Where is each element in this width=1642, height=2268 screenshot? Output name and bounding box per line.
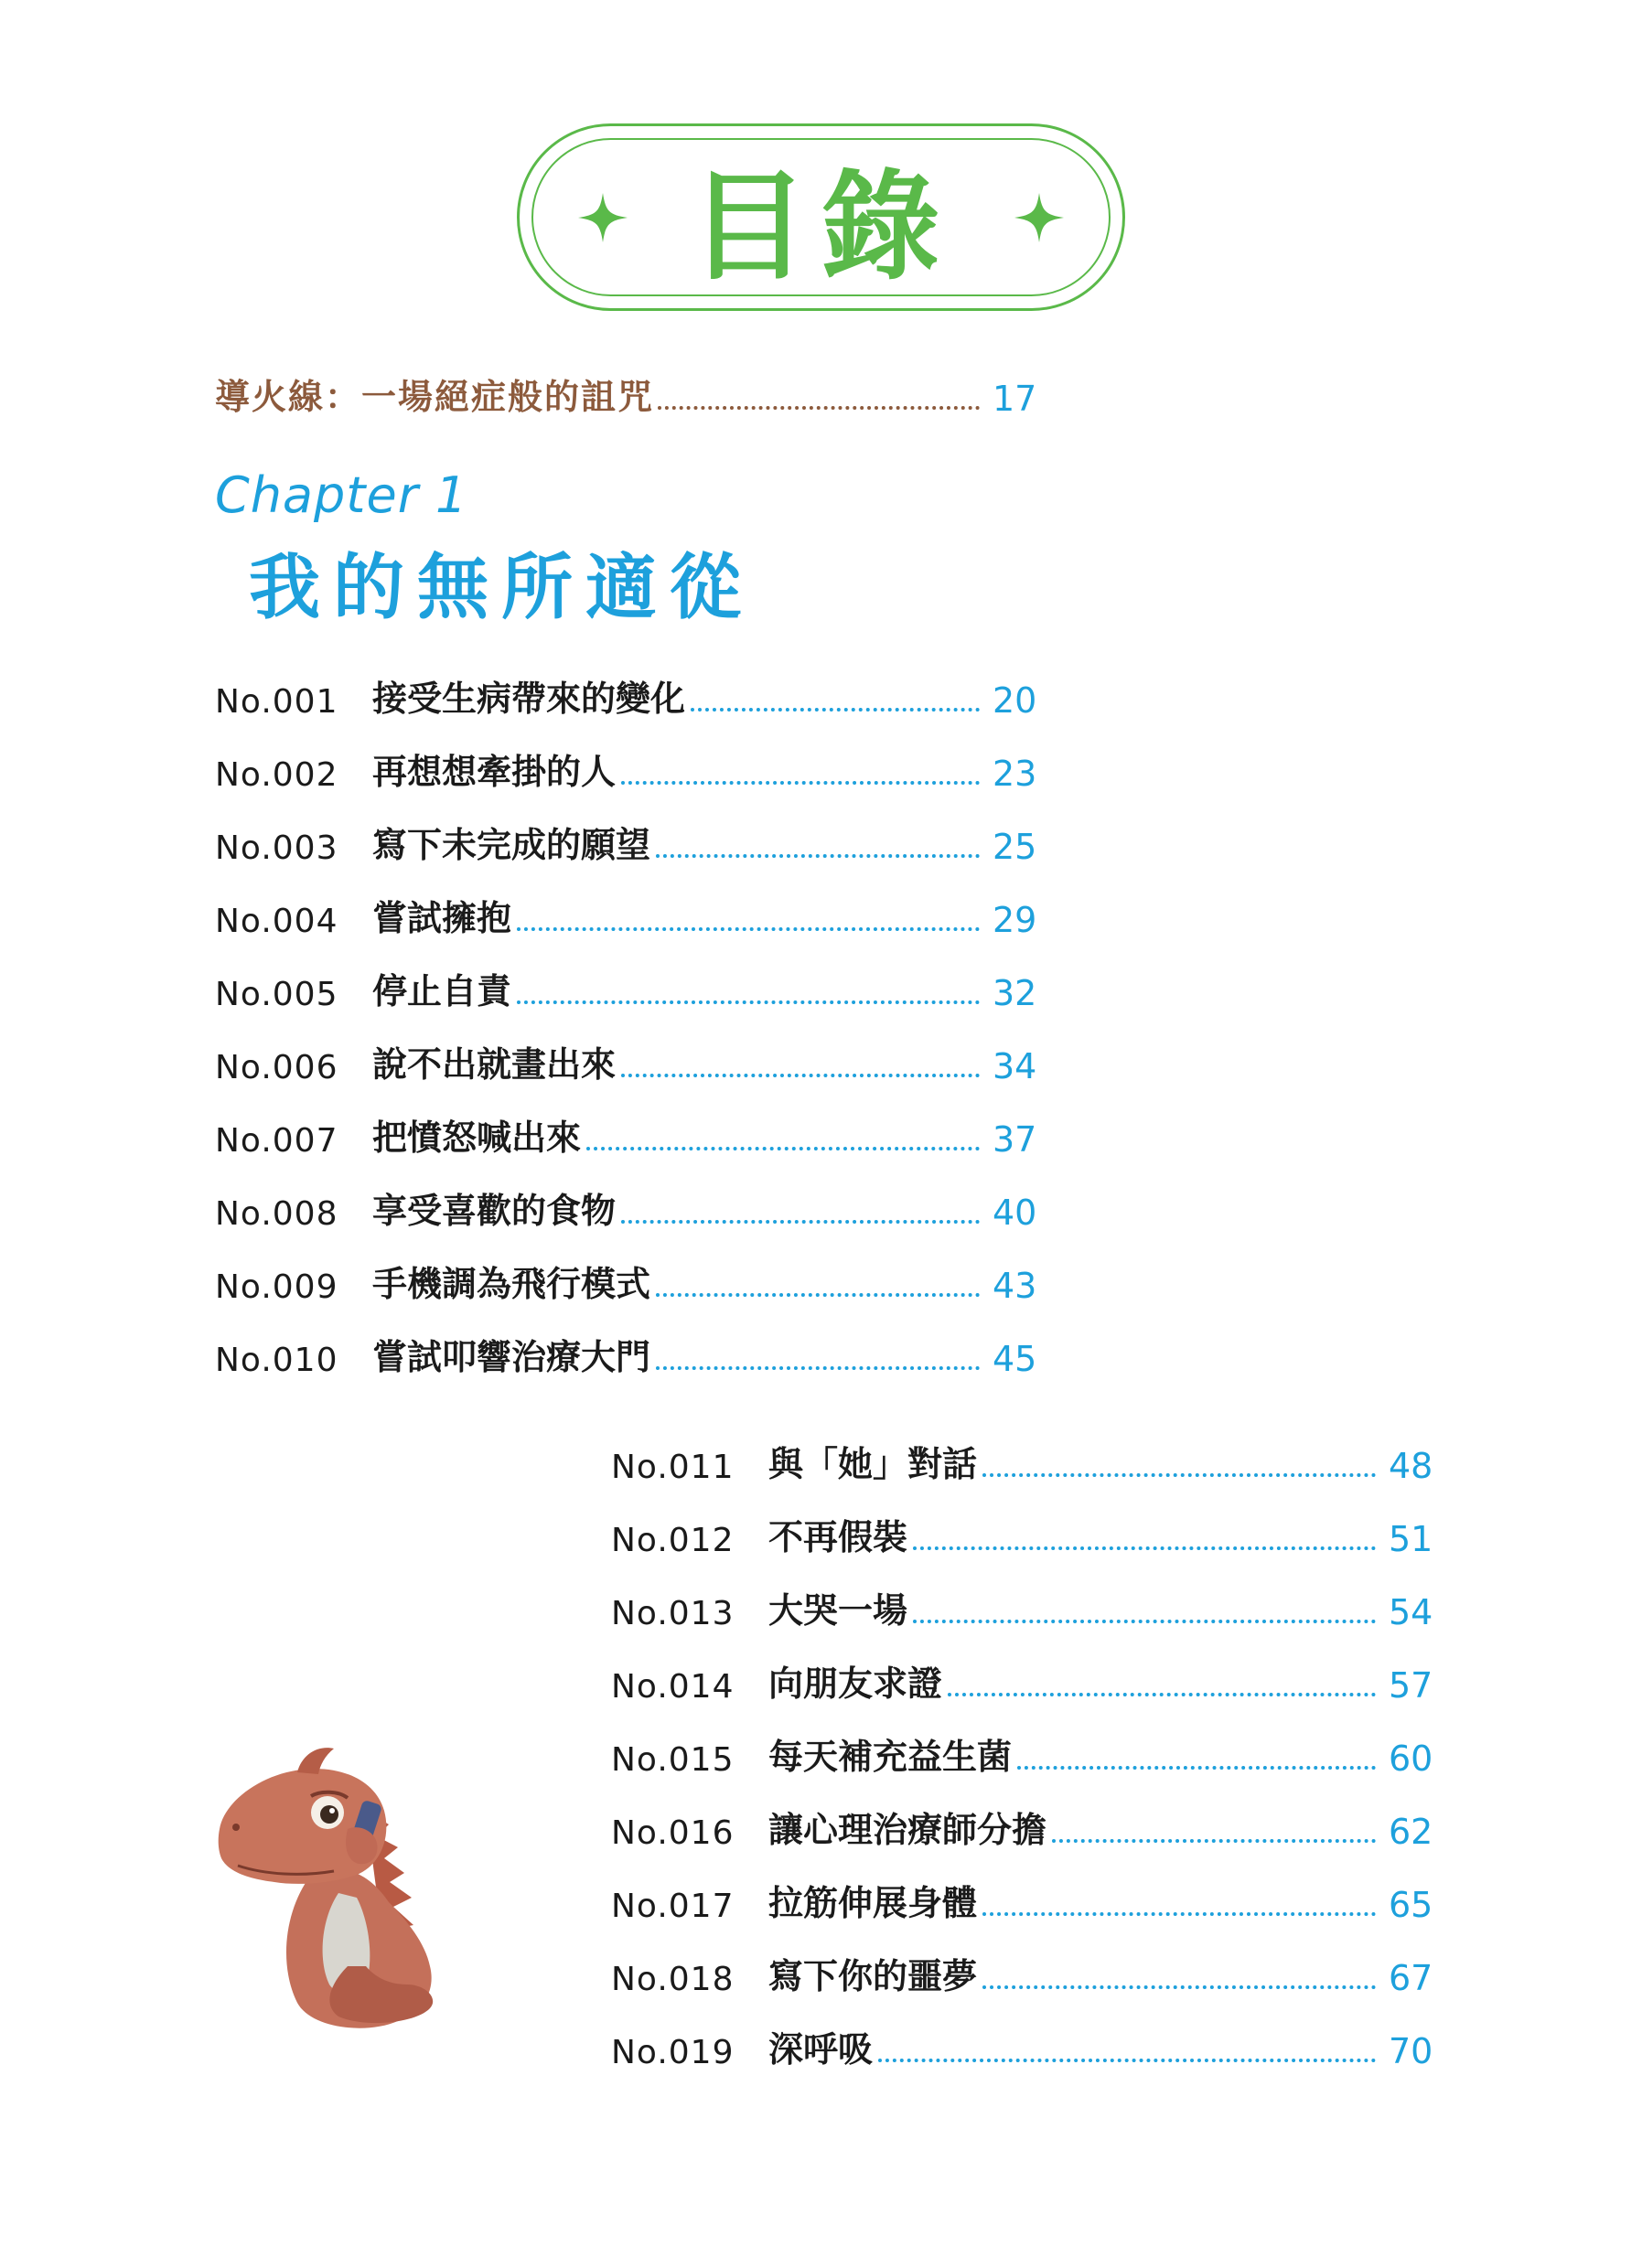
entry-number: No.005 [215, 976, 338, 1013]
dot-leader [982, 1912, 1376, 1916]
dot-leader [913, 1546, 1376, 1550]
entry-page: 60 [1389, 1738, 1433, 1779]
entry-number: No.016 [611, 1814, 735, 1852]
dot-leader [621, 781, 980, 785]
dot-leader [621, 1220, 980, 1224]
dot-leader [982, 1473, 1376, 1477]
toc-entry[interactable] [215, 739, 1038, 794]
dot-leader [621, 1074, 980, 1077]
chapter-title: 我的無所適從 [249, 547, 755, 629]
entry-number: No.006 [215, 1049, 338, 1086]
toc-entry[interactable] [611, 1578, 1434, 1632]
toc-entry[interactable] [215, 812, 1038, 867]
entry-label: 讓心理治療師分擔 [768, 1810, 1047, 1850]
dot-leader [878, 2059, 1376, 2062]
toc-entry[interactable] [215, 885, 1038, 940]
entry-number: No.013 [611, 1595, 735, 1632]
toc-entry[interactable] [611, 1651, 1434, 1706]
entry-page: 45 [993, 1339, 1037, 1379]
entry-number: No.011 [611, 1449, 735, 1486]
dot-leader [948, 1693, 1376, 1696]
entry-number: No.014 [611, 1668, 735, 1706]
entry-page: 43 [993, 1266, 1037, 1306]
entry-label: 嘗試擁抱 [372, 898, 512, 938]
toc-entry[interactable] [215, 1178, 1038, 1233]
entry-label: 寫下未完成的願望 [372, 825, 651, 865]
prologue-entry[interactable] [215, 364, 1038, 419]
entry-page: 29 [993, 900, 1037, 940]
dot-leader [656, 854, 980, 858]
entry-number: No.019 [611, 2034, 735, 2071]
entry-number: No.008 [215, 1195, 338, 1233]
entry-number: No.004 [215, 903, 338, 940]
toc-entry[interactable] [215, 666, 1038, 721]
entry-label: 手機調為飛行模式 [372, 1264, 651, 1304]
dot-leader [982, 1985, 1376, 1989]
dinosaur-phone-illustration [210, 1738, 467, 2039]
entry-label: 停止自責 [372, 971, 512, 1011]
toc-entry[interactable] [215, 1105, 1038, 1160]
entry-page: 70 [1389, 2031, 1433, 2071]
dot-leader [517, 927, 980, 931]
entry-number: No.009 [215, 1268, 338, 1306]
toc-entry[interactable] [611, 2017, 1434, 2071]
prologue-label: 導火線：一場絕症般的詛咒 [215, 377, 655, 417]
dot-leader [1052, 1839, 1376, 1843]
dot-leader [656, 1293, 980, 1297]
chapter-number: Chapter 1 [215, 466, 468, 524]
entry-number: No.003 [215, 829, 338, 867]
entry-label: 享受喜歡的食物 [372, 1191, 617, 1231]
entry-page: 57 [1389, 1665, 1433, 1706]
toc-entry[interactable] [215, 958, 1038, 1013]
entry-label: 每天補充益生菌 [768, 1737, 1013, 1777]
entry-page: 37 [993, 1119, 1037, 1160]
entry-number: No.007 [215, 1122, 338, 1160]
entry-number: No.012 [611, 1522, 735, 1559]
dot-leader [586, 1147, 980, 1150]
entry-page: 48 [1389, 1446, 1433, 1486]
entry-number: No.015 [611, 1741, 735, 1779]
entry-page: 65 [1389, 1885, 1433, 1925]
entry-label: 接受生病帶來的變化 [372, 679, 686, 719]
dot-leader [656, 1366, 980, 1370]
dot-leader [1017, 1766, 1376, 1770]
entry-label: 嘗試叩響治療大門 [372, 1337, 651, 1377]
entry-number: No.018 [611, 1961, 735, 1998]
entry-number: No.017 [611, 1888, 735, 1925]
entry-page: 25 [993, 827, 1037, 867]
entry-page: 23 [993, 754, 1037, 794]
entry-label: 寫下你的噩夢 [768, 1956, 978, 1996]
entry-number: No.010 [215, 1342, 338, 1379]
toc-entry[interactable] [611, 1943, 1434, 1998]
toc-entry[interactable] [611, 1870, 1434, 1925]
dot-leader [913, 1620, 1376, 1623]
entry-label: 大哭一場 [768, 1590, 908, 1631]
toc-entry[interactable] [611, 1797, 1434, 1852]
entry-page: 40 [993, 1193, 1037, 1233]
toc-entry[interactable] [611, 1724, 1434, 1779]
sparkle-icon [1013, 191, 1066, 244]
page-title: 目錄 [689, 157, 953, 296]
prologue-page: 17 [993, 379, 1037, 419]
toc-entry[interactable] [215, 1324, 1038, 1379]
toc-entry[interactable] [611, 1504, 1434, 1559]
toc-entry[interactable] [215, 1251, 1038, 1306]
entry-page: 34 [993, 1046, 1037, 1086]
entry-label: 不再假裝 [768, 1517, 908, 1557]
entry-label: 說不出就畫出來 [372, 1044, 617, 1085]
entry-number: No.002 [215, 756, 338, 794]
toc-entry[interactable] [215, 1032, 1038, 1086]
entry-page: 67 [1389, 1958, 1433, 1998]
entry-label: 再想想牽掛的人 [372, 752, 617, 792]
title-badge [517, 123, 1125, 311]
dot-leader [517, 1000, 980, 1004]
dot-leader [691, 708, 980, 711]
toc-entry[interactable] [611, 1431, 1434, 1486]
entry-number: No.001 [215, 683, 338, 721]
entry-label: 與「她」對話 [768, 1444, 978, 1484]
entry-page: 51 [1389, 1519, 1433, 1559]
entry-page: 32 [993, 973, 1037, 1013]
entry-page: 54 [1389, 1592, 1433, 1632]
dot-leader [658, 406, 980, 410]
entry-page: 62 [1389, 1812, 1433, 1852]
entry-page: 20 [993, 680, 1037, 721]
entry-label: 向朋友求證 [768, 1664, 943, 1704]
entry-label: 把憤怒喊出來 [372, 1118, 582, 1158]
entry-label: 拉筋伸展身體 [768, 1883, 978, 1923]
entry-label: 深呼吸 [768, 2029, 874, 2070]
